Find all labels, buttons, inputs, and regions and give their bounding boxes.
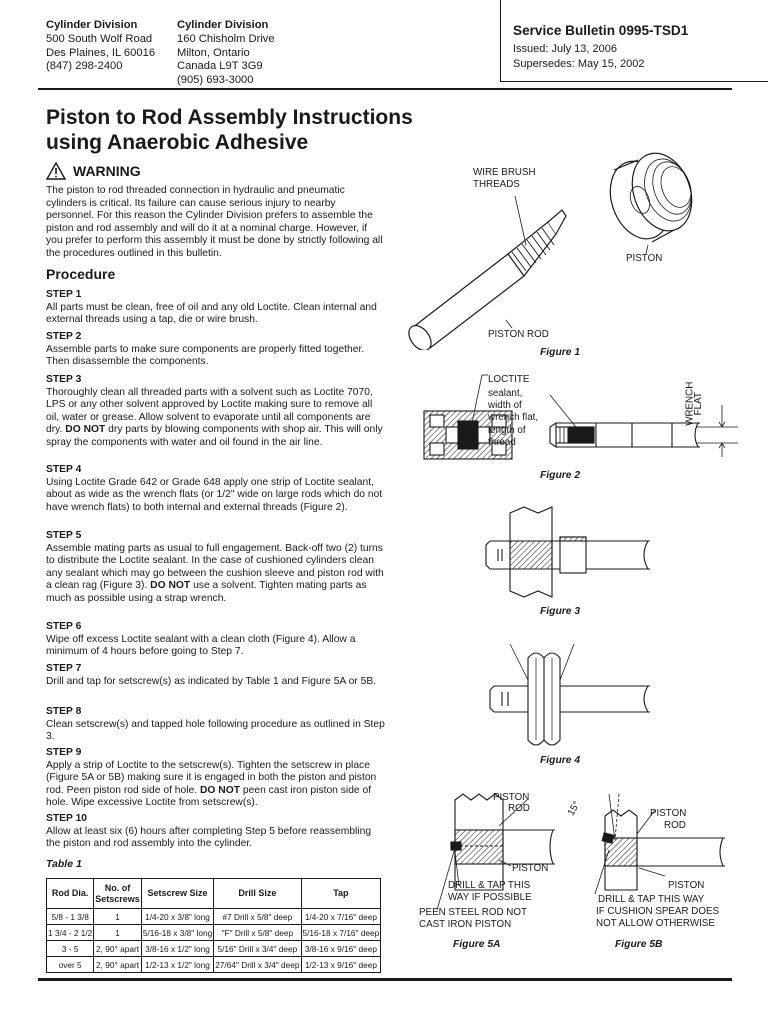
fig5b-drill-line1: DRILL & TAP THIS WAY <box>598 894 705 905</box>
fig2-flat-label: FLAT <box>692 392 704 416</box>
figure-5a-caption: Figure 5A <box>453 939 501 950</box>
fig2-callout-line: wrench flat, <box>488 412 539 423</box>
table-row <box>47 957 381 973</box>
step-9 <box>46 747 386 810</box>
fig2-callout-line: sealant, <box>488 388 523 399</box>
fig5a-peen-line1: PEEN STEEL ROD NOT <box>419 907 527 918</box>
fig1-piston-label: PISTON <box>626 253 663 264</box>
table-cell: 2, 90° apart <box>94 941 142 957</box>
step-10 <box>46 813 386 851</box>
step-text: All parts must be clean, free of oil and any old Loctite. Clean internal and external threads using a tap, die or wire brush. <box>46 301 377 326</box>
fig5a-peen-line2: CAST IRON PISTON <box>419 919 512 930</box>
col-tap: Tap <box>301 879 381 909</box>
figure-1-caption: Figure 1 <box>540 347 581 358</box>
step-label: STEP 1 <box>46 289 82 300</box>
step-label: STEP 2 <box>46 331 82 342</box>
table-cell: 1 3/4 - 2 1/2 <box>47 925 94 941</box>
address-illinois <box>46 19 155 74</box>
fig2-callout-line: thread <box>488 437 516 448</box>
table-cell: 5/16-18 x 7/16" deep <box>301 925 381 941</box>
fig1-wire-brush-label: WIRE BRUSH <box>473 167 536 178</box>
fig2-callout-line: length of <box>488 425 526 436</box>
fig5b-piston-label: PISTON <box>650 808 687 819</box>
figure-4-drawing <box>480 640 660 750</box>
fig5b-drill-line2: IF CUSHION SPEAR DOES <box>596 906 720 917</box>
table-cell: #7 Drill x 5/8" deep <box>214 909 301 925</box>
step-label: STEP 7 <box>46 663 82 674</box>
step-label: STEP 9 <box>46 747 82 758</box>
bulletin-box <box>500 0 768 82</box>
fig5a-drill-line2: WAY IF POSSIBLE <box>448 892 532 903</box>
table-cell: 5/16" Drill x 3/4" deep <box>214 941 301 957</box>
table-cell: 27/64" Drill x 3/4" deep <box>214 957 301 973</box>
step-2 <box>46 331 386 369</box>
figure-1-drawing <box>400 150 740 350</box>
step-label: STEP 4 <box>46 464 82 475</box>
step-emphasis: DO NOT <box>199 784 241 796</box>
fig5b-piston2-label: PISTON <box>668 880 705 891</box>
col-drill-size: Drill Size <box>214 879 301 909</box>
table-cell: 3/8-16 x 9/16" deep <box>301 941 381 957</box>
table-cell: 1/4-20 x 7/16" deep <box>301 909 381 925</box>
bulletin-issued: Issued: July 13, 2006 <box>513 43 617 55</box>
step-text: use a solvent. Tighten mating parts as much as possible using a strap wrench. <box>46 580 367 604</box>
fig2-loctite-label: LOCTITE <box>488 374 530 385</box>
address-phone: (905) 693-3000 <box>177 74 254 87</box>
table-cell: 1/2-13 x 1/2" long <box>141 957 213 973</box>
fig5b-angle-label: 15° <box>565 799 583 818</box>
table-cell: 1 <box>94 909 142 925</box>
figure-2-caption: Figure 2 <box>540 470 581 481</box>
address-line: Canada L9T 3G9 <box>177 60 263 73</box>
bulletin-title: Service Bulletin 0995-TSD1 <box>513 23 689 38</box>
step-1 <box>46 289 386 327</box>
address-ontario <box>177 19 275 88</box>
step-text: Apply a strip of Loctite to the setscrew(s). Tighten the setscrew in place (Figure 5A or 5B) making sure it is engaged in both the piston and piston rod. Peen piston rod side of hole. <box>46 759 377 796</box>
header-divider <box>38 88 732 90</box>
title-line: Piston to Rod Assembly Instructions <box>46 106 413 129</box>
step-emphasis: DO NOT <box>65 424 106 436</box>
table-cell: 1/2-13 x 9/16" deep <box>301 957 381 973</box>
step-text: Assemble parts to make sure components are properly fitted together. Then disassemble the components. <box>46 343 365 368</box>
step-text: Drill and tap for setscrew(s) as indicated by Table 1 and Figure 5A or 5B. <box>46 675 377 687</box>
title-line: using Anaerobic Adhesive <box>46 131 309 154</box>
table-cell: 2, 90° apart <box>94 957 142 973</box>
address-line: 160 Chisholm Drive <box>177 32 275 45</box>
step-text: Allow at least six (6) hours after completing Step 5 before reassembling the piston and rod assembly into the cylinder. <box>46 825 372 850</box>
warning-label: WARNING <box>73 163 141 179</box>
step-label: STEP 5 <box>46 530 82 541</box>
col-setscrews: No. of Setscrews <box>94 879 142 909</box>
figure-3-caption: Figure 3 <box>540 606 581 617</box>
warning-triangle-icon <box>46 162 66 180</box>
table-header-row <box>47 879 381 909</box>
fig5a-rod-label: ROD <box>508 803 530 814</box>
fig1-piston-rod-label: PISTON ROD <box>488 329 549 340</box>
fig1-threads-label: THREADS <box>473 179 520 190</box>
table-row <box>47 925 381 941</box>
table-cell: over 5 <box>47 957 94 973</box>
table-cell: 1/4-20 x 3/8" long <box>141 909 213 925</box>
step-label: STEP 6 <box>46 621 82 632</box>
step-7 <box>46 663 386 688</box>
step-label: STEP 8 <box>46 706 82 717</box>
step-text: Clean setscrew(s) and tapped hole following procedure as outlined in Step 3. <box>46 718 385 743</box>
fig5a-piston2-label: PISTON <box>512 863 549 874</box>
table-cell: 1 <box>94 925 142 941</box>
address-title: Cylinder Division <box>177 19 269 31</box>
warning-text: The piston to rod threaded connection in hydraulic and pneumatic cylinders is critical. Its failure can cause serious injury to nearby personnel. For this reason the Cylinder Division prefers to assemble the piston and rod assembly and will do it at a nominal charge. However, if you prefer to perform this assembly it must be done by strictly following all the procedures outlined in this bulletin. <box>46 185 383 259</box>
step-text: Assemble mating parts as usual to full engagement. Back-off two (2) turns to distribute the Loctite sealant. In the case of cushioned cylinders clean any sealant which may go between the cushion sleeve and piston rod with a clean rag (Figure 3). <box>46 542 384 592</box>
table-row <box>47 941 381 957</box>
step-text: Wipe off excess Loctite sealant with a clean cloth (Figure 4). Allow a minimum of 4 hours before going to Step 7. <box>46 633 356 658</box>
warning-heading <box>46 162 141 180</box>
table-cell: "F" Drill x 5/8" deep <box>214 925 301 941</box>
step-emphasis: DO NOT <box>150 580 191 592</box>
fig5a-drill-line1: DRILL & TAP THIS <box>448 880 531 891</box>
step-4 <box>46 464 386 514</box>
step-3 <box>46 374 386 450</box>
procedure-heading: Procedure <box>46 266 116 282</box>
step-text: dry parts by blowing components with shop air. This will only spray the components with water and oil found in the air line. <box>46 424 383 448</box>
table-row <box>47 909 381 925</box>
address-line: 500 South Wolf Road <box>46 32 153 45</box>
address-phone: (847) 298-2400 <box>46 60 123 73</box>
address-line: Des Plaines, IL 60016 <box>46 46 156 59</box>
table-caption: Table 1 <box>46 858 82 870</box>
step-6 <box>46 621 386 659</box>
address-title: Cylinder Division <box>46 19 138 31</box>
table-cell: 3 - 5 <box>47 941 94 957</box>
figure-3-drawing <box>480 505 660 600</box>
page-title <box>46 105 456 155</box>
setscrew-table <box>46 878 381 973</box>
table-cell: 5/16-18 x 3/8" long <box>141 925 213 941</box>
step-8 <box>46 706 386 744</box>
table-cell: 5/8 - 1 3/8 <box>47 909 94 925</box>
step-text: Thoroughly clean all threaded parts with a solvent such as Loctite 7070, LPS or any other solvent approved by Loctite making sure to remove all oil, water or grease. Allow solvent to evaporate until all components are dry. <box>46 386 373 436</box>
figure-4-caption: Figure 4 <box>540 755 581 766</box>
fig2-wrench-label: WRENCH <box>684 381 696 426</box>
fig5a-piston-label: PISTON <box>493 792 530 803</box>
step-label: STEP 10 <box>46 813 88 824</box>
col-setscrew-size: Setscrew Size <box>141 879 213 909</box>
step-5 <box>46 530 386 606</box>
figure-5b-caption: Figure 5B <box>615 939 663 950</box>
col-rod-dia: Rod Dia. <box>47 879 94 909</box>
step-text: Using Loctite Grade 642 or Grade 648 apply one strip of Loctite sealant, about as wide as the wrench flats (or 1/2" wide on large rods which do not have wrench flats) to both internal and external threads (Figure 2). <box>46 476 383 513</box>
table-cell: 3/8-16 x 1/2" long <box>141 941 213 957</box>
fig5b-drill-line3: NOT ALLOW OTHERWISE <box>596 918 715 929</box>
bulletin-supersedes: Supersedes: May 15, 2002 <box>513 58 645 70</box>
address-line: Milton, Ontario <box>177 46 250 59</box>
footer-divider <box>38 978 732 981</box>
fig5b-rod-label: ROD <box>664 820 686 831</box>
step-label: STEP 3 <box>46 374 82 385</box>
fig2-callout-line: width of <box>488 400 522 411</box>
step-text: peen cast iron piston side of hole. Wipe excessive Loctite from setscrew(s). <box>46 784 372 809</box>
